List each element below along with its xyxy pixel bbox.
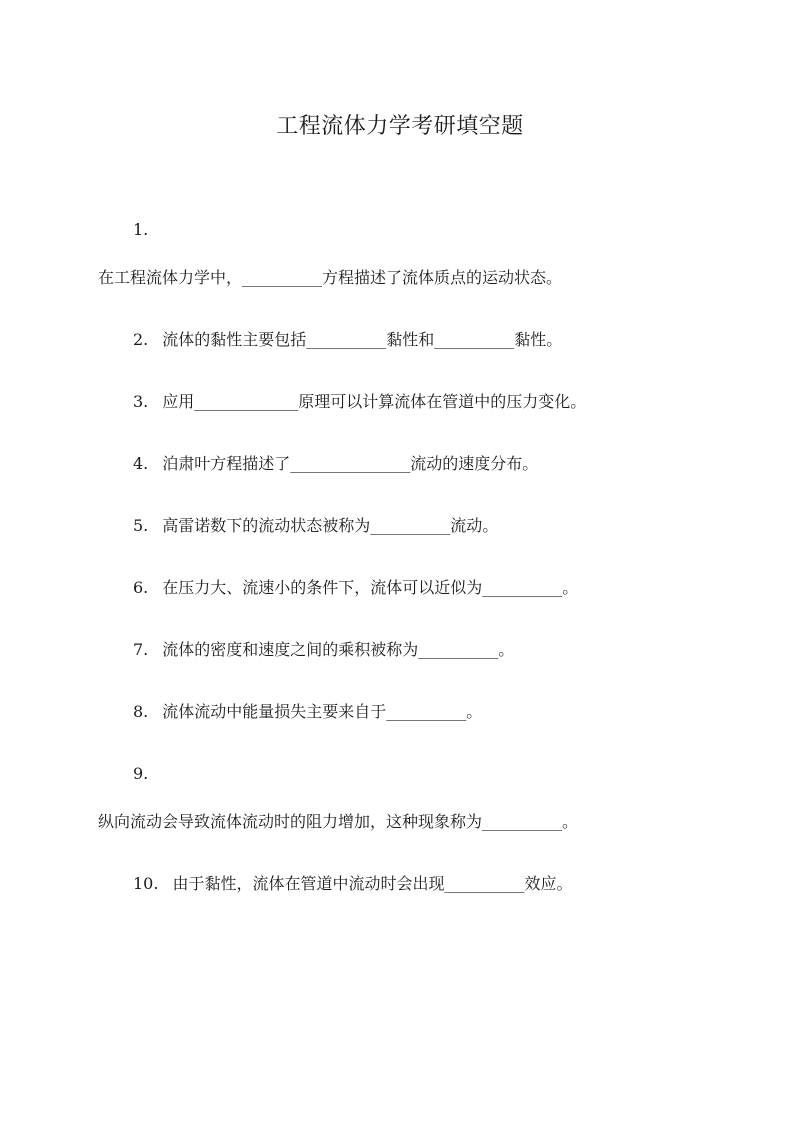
page-title: 工程流体力学考研填空题 (276, 113, 524, 139)
question-6-number: 6. (133, 578, 149, 597)
question-2-text: 流体的黏性主要包括__________黏性和__________黏性。 (162, 330, 563, 349)
question-4 (133, 452, 538, 476)
question-7-text: 流体的密度和速度之间的乘积被称为__________。 (162, 640, 515, 659)
question-9-number: 9. (133, 764, 149, 783)
question-2 (133, 328, 562, 352)
question-8-text: 流体流动中能量损失主要来自于__________。 (162, 702, 483, 721)
question-3 (133, 390, 586, 414)
question-10-text: 由于黏性，流体在管道中流动时会出现__________效应。 (172, 874, 573, 893)
question-6-text: 在压力大、流速小的条件下，流体可以近似为__________。 (162, 578, 579, 597)
question-10-number: 10. (133, 874, 159, 893)
question-7 (133, 638, 514, 662)
question-8 (133, 700, 482, 724)
question-3-number: 3. (133, 392, 149, 411)
question-2-number: 2. (133, 330, 149, 349)
question-8-number: 8. (133, 702, 149, 721)
question-1-number: 1. (133, 220, 149, 239)
question-6 (133, 576, 578, 600)
question-9-text: 纵向流动会导致流体流动时的阻力增加，这种现象称为__________。 (98, 812, 579, 831)
question-10 (133, 872, 572, 896)
question-5-number: 5. (133, 516, 149, 535)
question-4-number: 4. (133, 454, 149, 473)
question-3-text: 应用_____________原理可以计算流体在管道中的压力变化。 (162, 392, 587, 411)
question-1-text: 在工程流体力学中，__________方程描述了流体质点的运动状态。 (98, 268, 563, 287)
question-5 (133, 514, 498, 538)
question-5-text: 高雷诺数下的流动状态被称为__________流动。 (162, 516, 499, 535)
question-4-text: 泊肃叶方程描述了_______________流动的速度分布。 (162, 454, 539, 473)
question-7-number: 7. (133, 640, 149, 659)
